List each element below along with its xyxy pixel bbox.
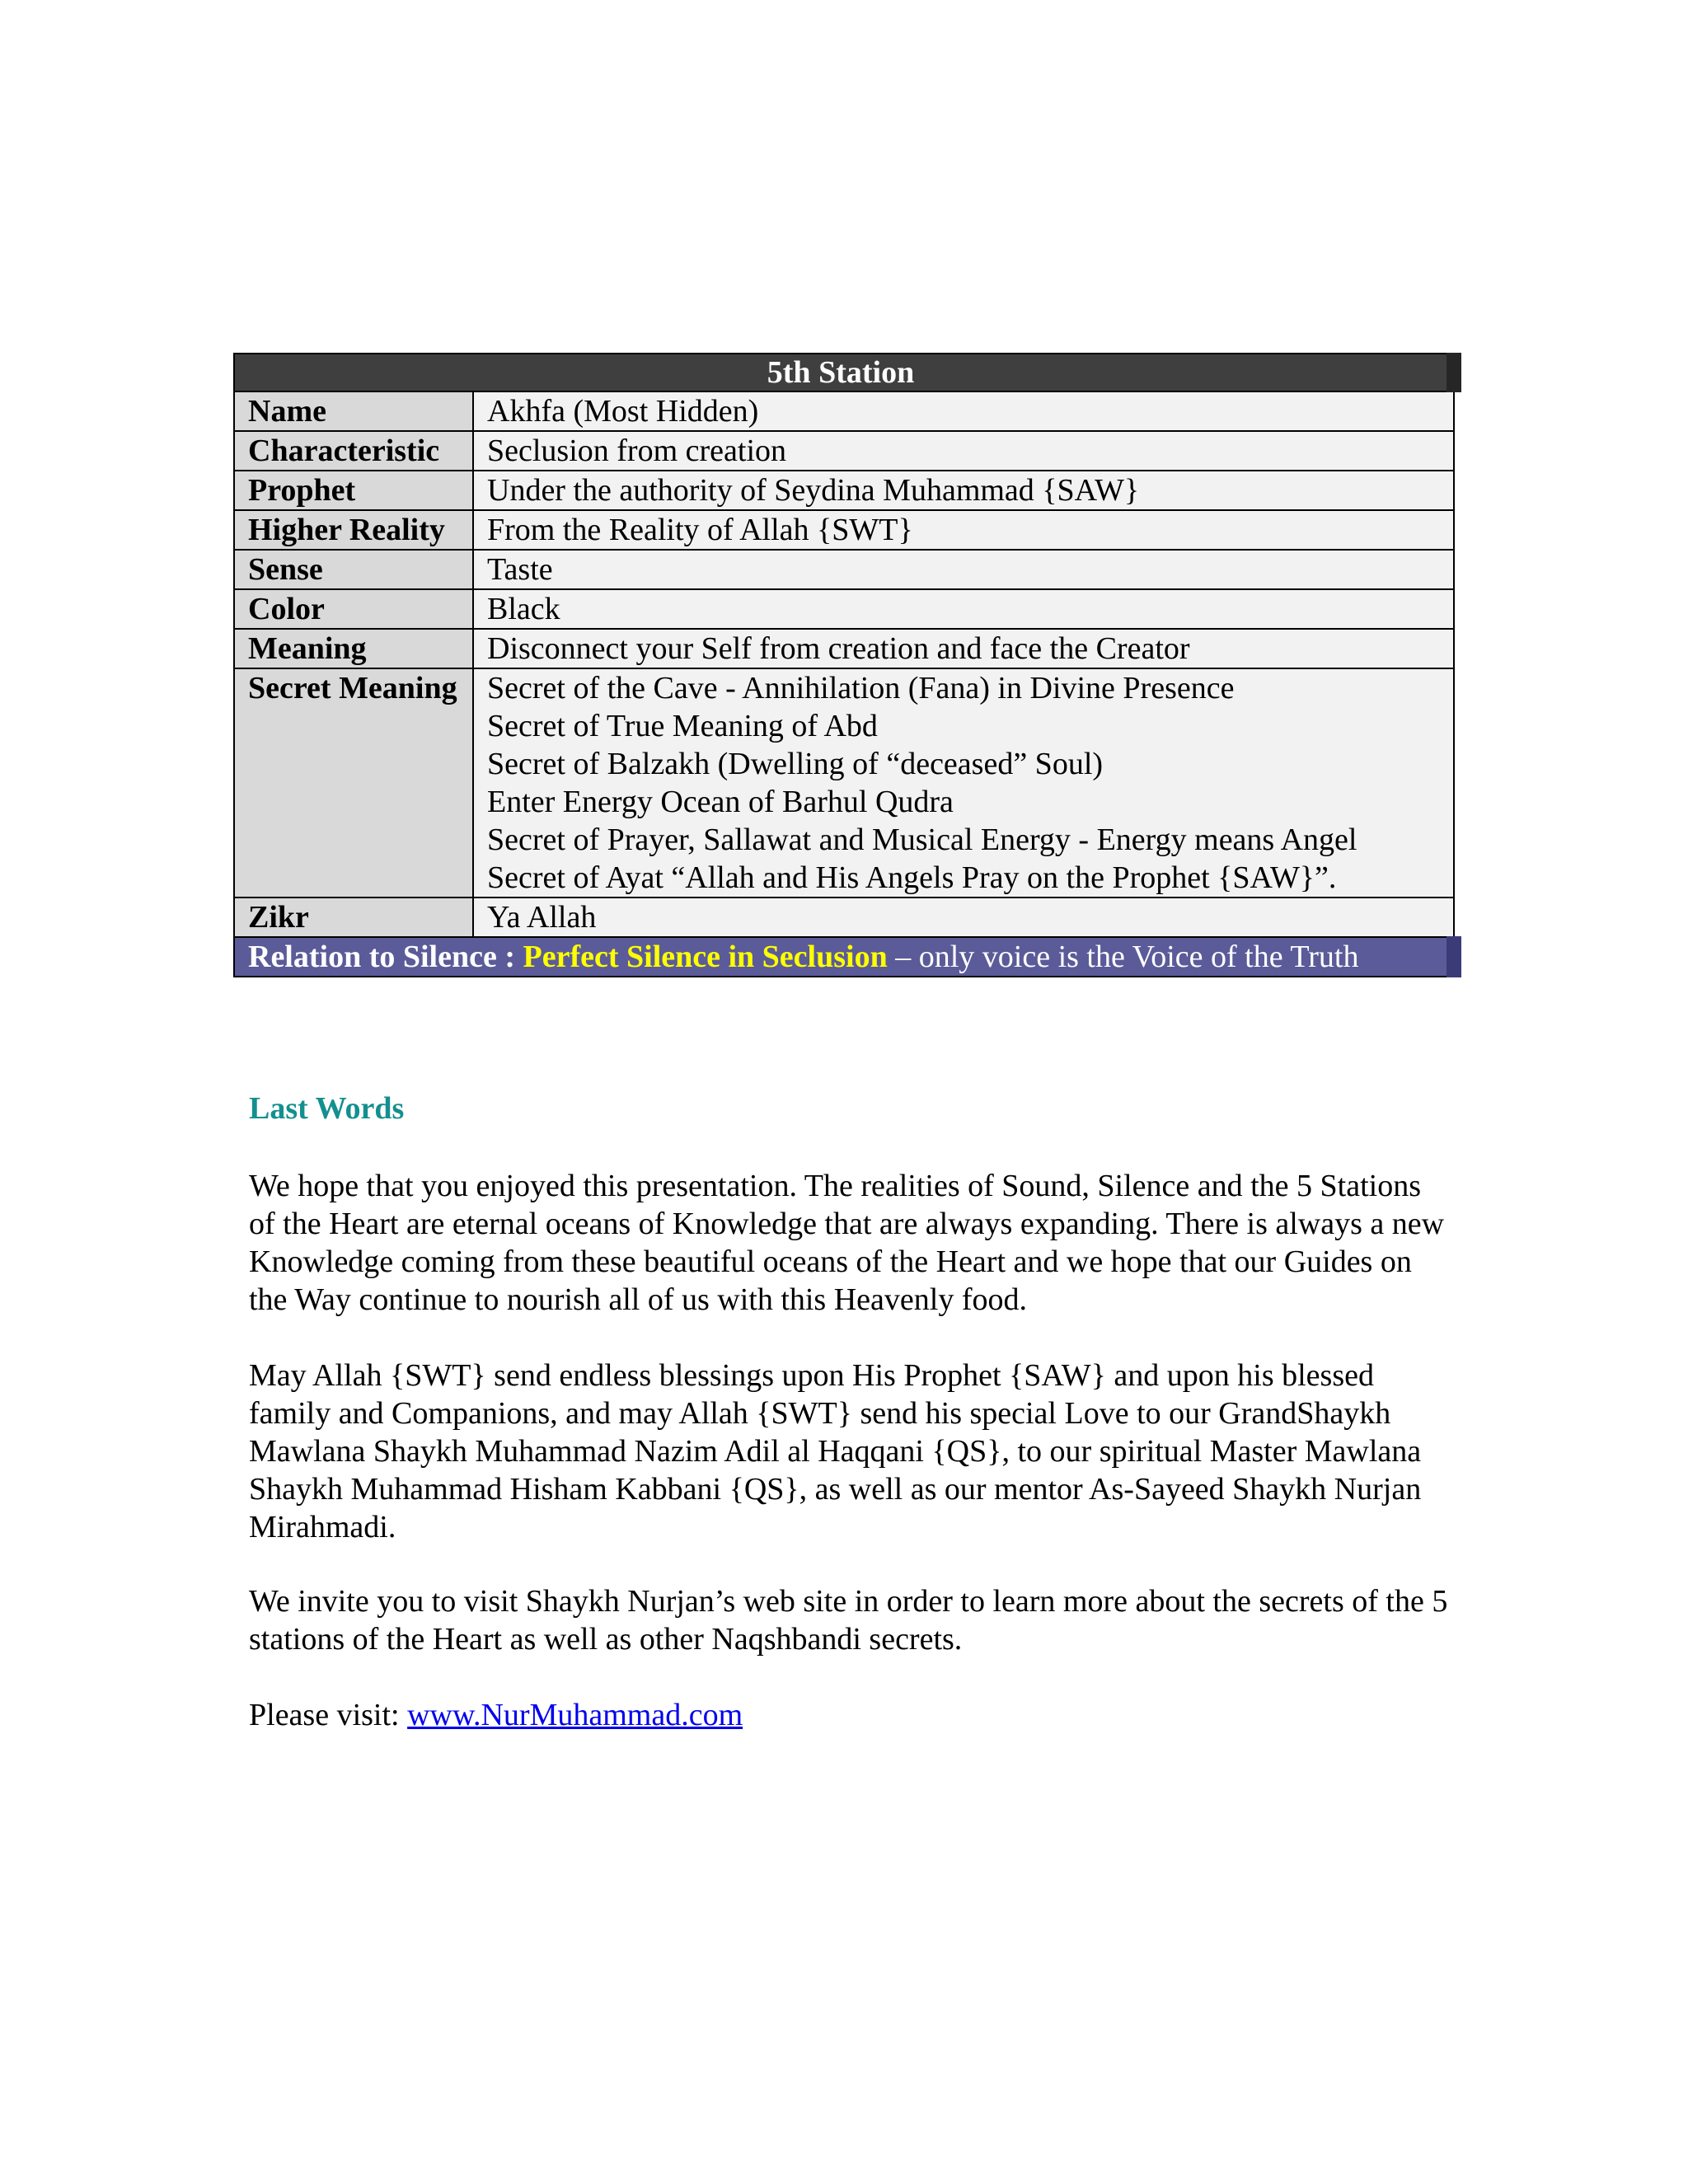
row-label: Zikr [234,898,473,937]
table-row-zikr [234,898,1454,937]
silence-relation [234,937,1454,977]
silence-highlight: Perfect Silence in Seclusion [523,940,888,974]
row-value: Disconnect your Self from creation and face the Creator [473,629,1454,668]
row-label: Name [234,391,473,431]
table-row-prophet [234,471,1454,510]
row-label: Prophet [234,471,473,510]
paragraph-blessings: May Allah {SWT} send endless blessings upon His Prophet {SAW} and upon his blessed family and Companions, and may Allah {SWT} send his special Love to our GrandShaykh Mawlana Shaykh Muhammad Nazim Adil al Haqqani {QS}, to our spiritual Master Mawlana Shaykh Muhammad Hisham Kabbani {QS}, as well as our mentor As-Sayeed Shaykh Nurjan Mirahmadi. [249,1358,1422,1544]
row-label: Meaning [234,629,473,668]
row-value: Black [473,589,1454,629]
row-label: Higher Reality [234,510,473,550]
row-label: Secret Meaning [234,668,473,898]
table-row-sense [234,550,1454,589]
table-row-color [234,589,1454,629]
row-value: Seclusion from creation [473,431,1454,471]
secret-line: Secret of Ayat “Allah and His Angels Pray on the Prophet {SAW}”. [487,860,1337,895]
row-value: Akhfa (Most Hidden) [473,391,1454,431]
secret-line: Secret of True Meaning of Abd [487,709,878,743]
table-row-name [234,391,1454,431]
secret-meaning-lines [473,668,1454,898]
silence-label: Relation to Silence : [248,940,523,974]
paragraph-invite: We invite you to visit Shaykh Nurjan’s web site in order to learn more about the secrets of the 5 stations of the Heart as well as other Naqshbandi secrets. [249,1584,1448,1657]
table-row-secret-meaning [234,668,1454,898]
table-title: 5th Station [234,354,1454,391]
row-value: From the Reality of Allah {SWT} [473,510,1454,550]
row-value: Taste [473,550,1454,589]
row-value: Ya Allah [473,898,1454,937]
table-row-meaning [234,629,1454,668]
station-table [233,353,1461,977]
row-label: Sense [234,550,473,589]
table-row-silence [234,937,1454,977]
website-link[interactable]: www.NurMuhammad.com [407,1698,743,1732]
table-row-characteristic [234,431,1454,471]
row-value: Under the authority of Seydina Muhammad {SAW} [473,471,1454,510]
secret-line: Secret of Prayer, Sallawat and Musical Energy - Energy means Angel [487,823,1357,857]
section-title: Last Words [249,1091,405,1126]
row-label: Color [234,589,473,629]
paragraph-visit [249,1696,1452,1734]
visit-prefix: Please visit: [249,1698,408,1732]
secret-line: Secret of Balzakh (Dwelling of “deceased” Soul) [487,747,1104,781]
paragraph-presentation: We hope that you enjoyed this presentation. The realities of Sound, Silence and the 5 Stations of the Heart are eternal oceans of Knowledge that are always expanding. There is always a new Knowledge coming from these beautiful oceans of the Heart and we hope that our Guides on the Way continue to nourish all of us with this Heavenly food. [249,1169,1445,1317]
row-label: Characteristic [234,431,473,471]
silence-rest: – only voice is the Voice of the Truth [887,940,1359,974]
secret-line: Enter Energy Ocean of Barhul Qudra [487,785,954,819]
secret-line: Secret of the Cave - Annihilation (Fana) in Divine Presence [487,671,1235,705]
table-row-higher-reality [234,510,1454,550]
